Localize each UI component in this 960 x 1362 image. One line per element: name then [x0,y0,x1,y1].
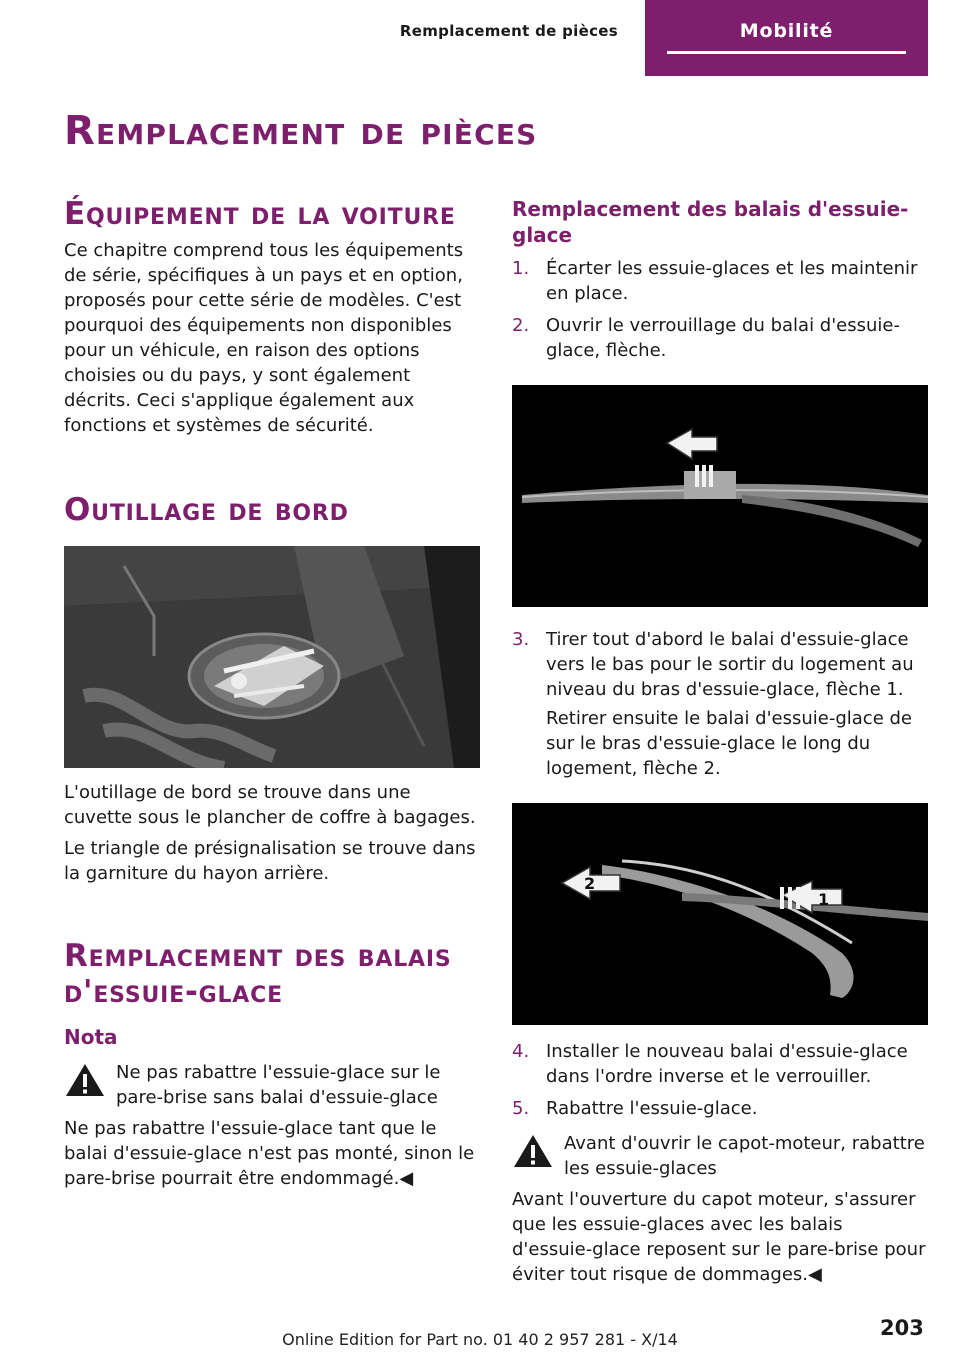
steps-list-b [512,627,928,781]
step-number: 1. [512,258,530,279]
chapter-tab [645,0,928,76]
steps-list-c [512,1039,928,1121]
right-column [512,196,928,1287]
step-number: 2. [512,315,530,336]
step-5 [512,1096,928,1121]
wiper-replacement-heading: Remplacement des balais d'essuie-glace [512,197,909,247]
running-header: Remplacement de pièces [399,22,618,40]
chapter-tab-label: Mobilité [739,20,834,42]
arrow-1-label: 1 [818,890,830,909]
arrow-2-label: 2 [584,874,596,893]
step-2 [512,313,928,363]
warning-block-2 [512,1131,928,1181]
nota-heading: Nota [64,1025,118,1049]
steps-list-a [512,256,928,363]
warning-triangle-icon [512,1133,554,1169]
tools-photo [64,546,480,768]
step-4 [512,1039,928,1089]
left-column [64,196,480,1191]
edition-footer: Online Edition for Part no. 01 40 2 957 281 - X/14 [282,1330,678,1349]
warning-1-text: Ne pas rabattre l'essuie-glace tant que le balai d'essuie-glace n'est pas monté, sinon le pare-brise pourrait être endommagé.◀ [64,1118,475,1189]
step-number: 4. [512,1041,530,1062]
step-3-subtext: Retirer ensuite le balai d'essuie-glace de sur le bras d'essuie-glace le long du logement, flèche 2. [546,708,912,779]
step-text: Tirer tout d'abord le balai d'essuie-glace vers le bas pour le sortir du logement au niveau du bras d'essuie-glace, flèche 1. [546,629,914,700]
wiper-lock-photo [512,385,928,607]
tools-paragraph-1: L'outillage de bord se trouve dans une cuvette sous le plancher de coffre à bagages. [64,782,476,828]
step-text: Écarter les essuie-glaces et les maintenir en place. [546,258,918,304]
step-3 [512,627,928,781]
step-text: Installer le nouveau balai d'essuie-glace dans l'ordre inverse et le verrouiller. [546,1041,908,1087]
wiper-remove-photo [512,803,928,1025]
warning-2-title: Avant d'ouvrir le capot-moteur, rabattre les essuie-glaces [564,1133,925,1179]
equipment-paragraph: Ce chapitre comprend tous les équipements de série, spécifiques à un pays et en option, proposés pour cette série de modèles. C'est pourquoi des équipements non disponibles pour un véhicule, en raison des options choisies ou du pays, y sont également décrits. Ceci s'applique également aux fonctions et systèmes de sécurité. [64,240,464,436]
wiper-section-heading: Remplacement des balais d'essuie-glace [64,938,452,1010]
step-1 [512,256,928,306]
page-number: 203 [880,1316,924,1340]
step-number: 5. [512,1098,530,1119]
tools-heading: Outillage de bord [64,492,349,528]
page-title: Remplacement de pièces [64,108,538,154]
warning-block-1 [64,1060,480,1110]
warning-2-text: Avant l'ouverture du capot moteur, s'assurer que les essuie-glaces avec les balais d'essuie-glace reposent sur le pare-brise pour éviter tout risque de dommages.◀ [512,1189,926,1285]
step-number: 3. [512,629,530,650]
step-text: Ouvrir le verrouillage du balai d'essuie-glace, flèche. [546,315,900,361]
tools-paragraph-2: Le triangle de présignalisation se trouve dans la garniture du hayon arrière. [64,838,476,884]
step-text: Rabattre l'essuie-glace. [546,1098,758,1119]
warning-triangle-icon [64,1062,106,1098]
warning-1-title: Ne pas rabattre l'essuie-glace sur le pare-brise sans balai d'essuie-glace [116,1062,441,1108]
equipment-heading: Équipement de la voiture [64,196,456,232]
